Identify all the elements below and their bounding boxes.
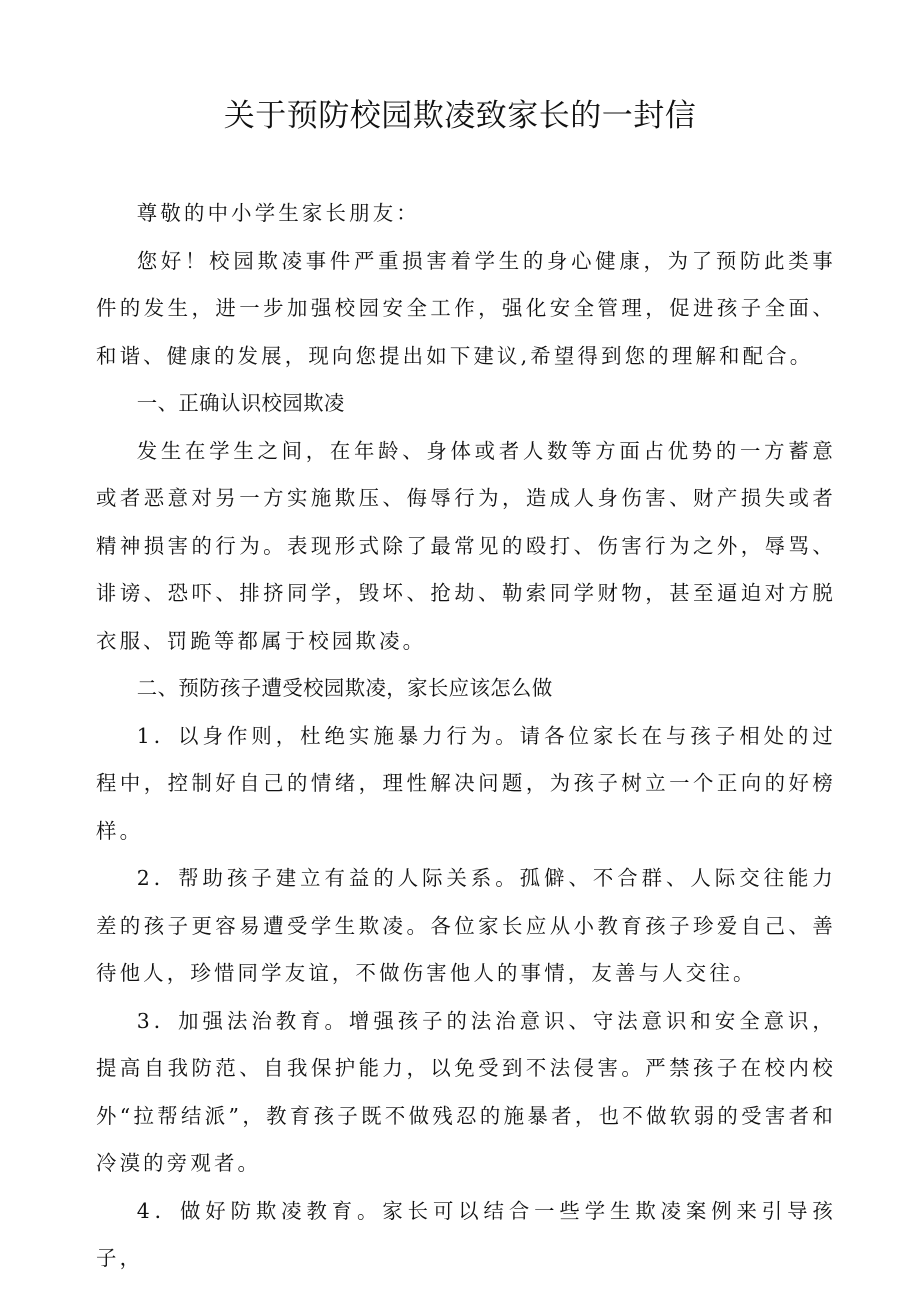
list-item-4: 4．做好防欺凌教育。家长可以结合一些学生欺凌案例来引导孩子， [96, 1198, 836, 1270]
intro-paragraph: 您好！校园欺凌事件严重损害着学生的身心健康，为了预防此类事件的发生，进一步加强校园安全工作，强化安全管理，促进孩子全面、和谐、健康的发展，现向您提出如下建议,希望得到您的理解和配合。 [96, 248, 836, 368]
list-item-2: 2．帮助孩子建立有益的人际关系。孤僻、不合群、人际交往能力差的孩子更容易遭受学生欺凌。各位家长应从小教育孩子珍爱自己、善待他人，珍惜同学友谊，不做伤害他人的事情，友善与人交往。 [96, 866, 836, 985]
list-item-3: 3．加强法治教育。增强孩子的法治意识、守法意识和安全意识，提高自我防范、自我保护能力，以免受到不法侵害。严禁孩子在校内校外“拉帮结派”，教育孩子既不做残忍的施暴者，也不做软弱的受害者和冷漠的旁观者。 [96, 1008, 836, 1175]
document-title: 关于预防校园欺凌致家长的一封信 [223, 98, 697, 134]
section-heading-1: 一、正确认识校园欺凌 [136, 391, 345, 415]
salutation: 尊敬的中小学生家长朋友： [136, 201, 420, 225]
document-body [96, 190, 836, 1283]
section-heading-2: 二、预防孩子遭受校园欺凌，家长应该怎么做 [136, 676, 553, 700]
section-1-paragraph: 发生在学生之间，在年龄、身体或者人数等方面占优势的一方蓄意或者恶意对另一方实施欺压、侮辱行为，造成人身伤害、财产损失或者精神损害的行为。表现形式除了最常见的殴打、伤害行为之外，辱骂、诽谤、恐吓、排挤同学，毁坏、抢劫、勒索同学财物，甚至逼迫对方脱衣服、罚跪等都属于校园欺凌。 [96, 438, 836, 653]
list-item-1: 1．以身作则，杜绝实施暴力行为。请各位家长在与孩子相处的过程中，控制好自己的情绪，理性解决问题，为孩子树立一个正向的好榜样。 [96, 723, 836, 843]
